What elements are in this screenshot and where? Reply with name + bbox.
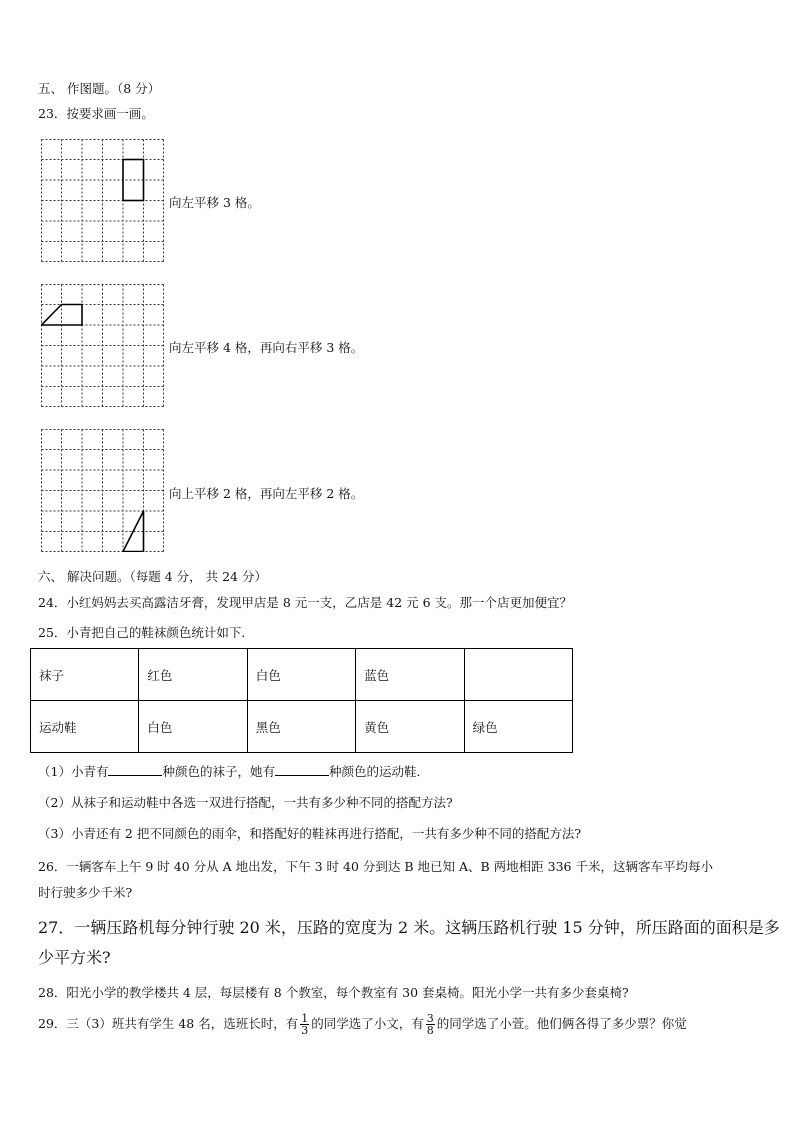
q29-part-c: 的同学选了小萱。他们俩各得了多少票？你觉	[436, 1016, 687, 1031]
fraction-one-third: $\frac{1}{3}$	[301, 1012, 309, 1037]
table-row	[31, 649, 573, 701]
question-26-line-2: 时行驶多少千米?	[38, 885, 133, 900]
table-cell: 蓝色	[356, 649, 464, 701]
q29-part-b: 的同学选了小文，有	[311, 1016, 424, 1031]
grid-3	[41, 429, 164, 552]
table-cell	[464, 649, 572, 701]
table-cell: 白色	[139, 701, 247, 753]
task-1-label: 向左平移 3 格。	[169, 195, 260, 210]
question-24: 24．小红妈妈去买高露洁牙膏，发现甲店是 8 元一支，乙店是 42 元 6 支。那一个店更加便宜？	[38, 595, 573, 610]
task-2-label: 向左平移 4 格，再向右平移 3 格。	[169, 340, 364, 355]
question-28: 28．阳光小学的教学楼共 4 层，每层楼有 8 个教室，每个教室有 30 套桌椅。阳光小学一共有多少套桌椅?	[38, 985, 629, 1000]
question-23: 23．按要求画一画。	[38, 106, 154, 121]
grid-1	[41, 139, 164, 262]
q25-1-part-c: 种颜色的运动鞋．	[328, 764, 429, 779]
answer-blank-socks[interactable]	[108, 763, 162, 776]
table-cell: 运动鞋	[31, 701, 139, 753]
q29-part-a: 29．三（3）班共有学生 48 名，选班长时，有	[38, 1016, 299, 1031]
q25-1-part-a: （1）小青有	[38, 764, 109, 779]
table-cell: 黑色	[247, 701, 355, 753]
question-25-1	[38, 762, 429, 780]
question-25-2: （2）从袜子和运动鞋中各选一双进行搭配，一共有多少种不同的搭配方法?	[38, 795, 453, 810]
section-6-title: 六、 解决问题。（每题 4 分， 共 24 分）	[38, 569, 267, 584]
color-stats-table	[30, 648, 573, 753]
question-26-line-1: 26．一辆客车上午 9 时 40 分从 A 地出发，下午 3 时 40 分到达 B 地已知 A、B 两地相距 336 千米，这辆客车平均每小	[38, 859, 713, 874]
question-25: 25．小青把自己的鞋袜颜色统计如下．	[38, 625, 254, 640]
answer-blank-shoes[interactable]	[275, 763, 329, 776]
table-cell: 白色	[247, 649, 355, 701]
table-cell: 绿色	[464, 701, 572, 753]
question-27-line-2: 少平方米?	[38, 948, 111, 967]
table-cell: 红色	[139, 649, 247, 701]
section-5-title: 五、 作图题。（8 分）	[38, 81, 161, 96]
question-25-3: （3）小青还有 2 把不同颜色的雨伞，和搭配好的鞋袜再进行搭配，一共有多少种不同的搭配方法?	[38, 826, 582, 841]
question-27-line-1: 27．一辆压路机每分钟行驶 20 米，压路的宽度为 2 米。这辆压路机行驶 15 分钟，所压路面的面积是多	[38, 918, 780, 937]
question-29	[38, 1013, 687, 1036]
table-cell: 袜子	[31, 649, 139, 701]
grid-2	[41, 284, 164, 407]
fraction-three-eighths: $\frac{3}{8}$	[426, 1012, 434, 1037]
q25-1-part-b: 种颜色的袜子，她有	[162, 764, 275, 779]
table-cell: 黄色	[356, 701, 464, 753]
table-row	[31, 701, 573, 753]
task-3-label: 向上平移 2 格，再向左平移 2 格。	[169, 486, 364, 501]
